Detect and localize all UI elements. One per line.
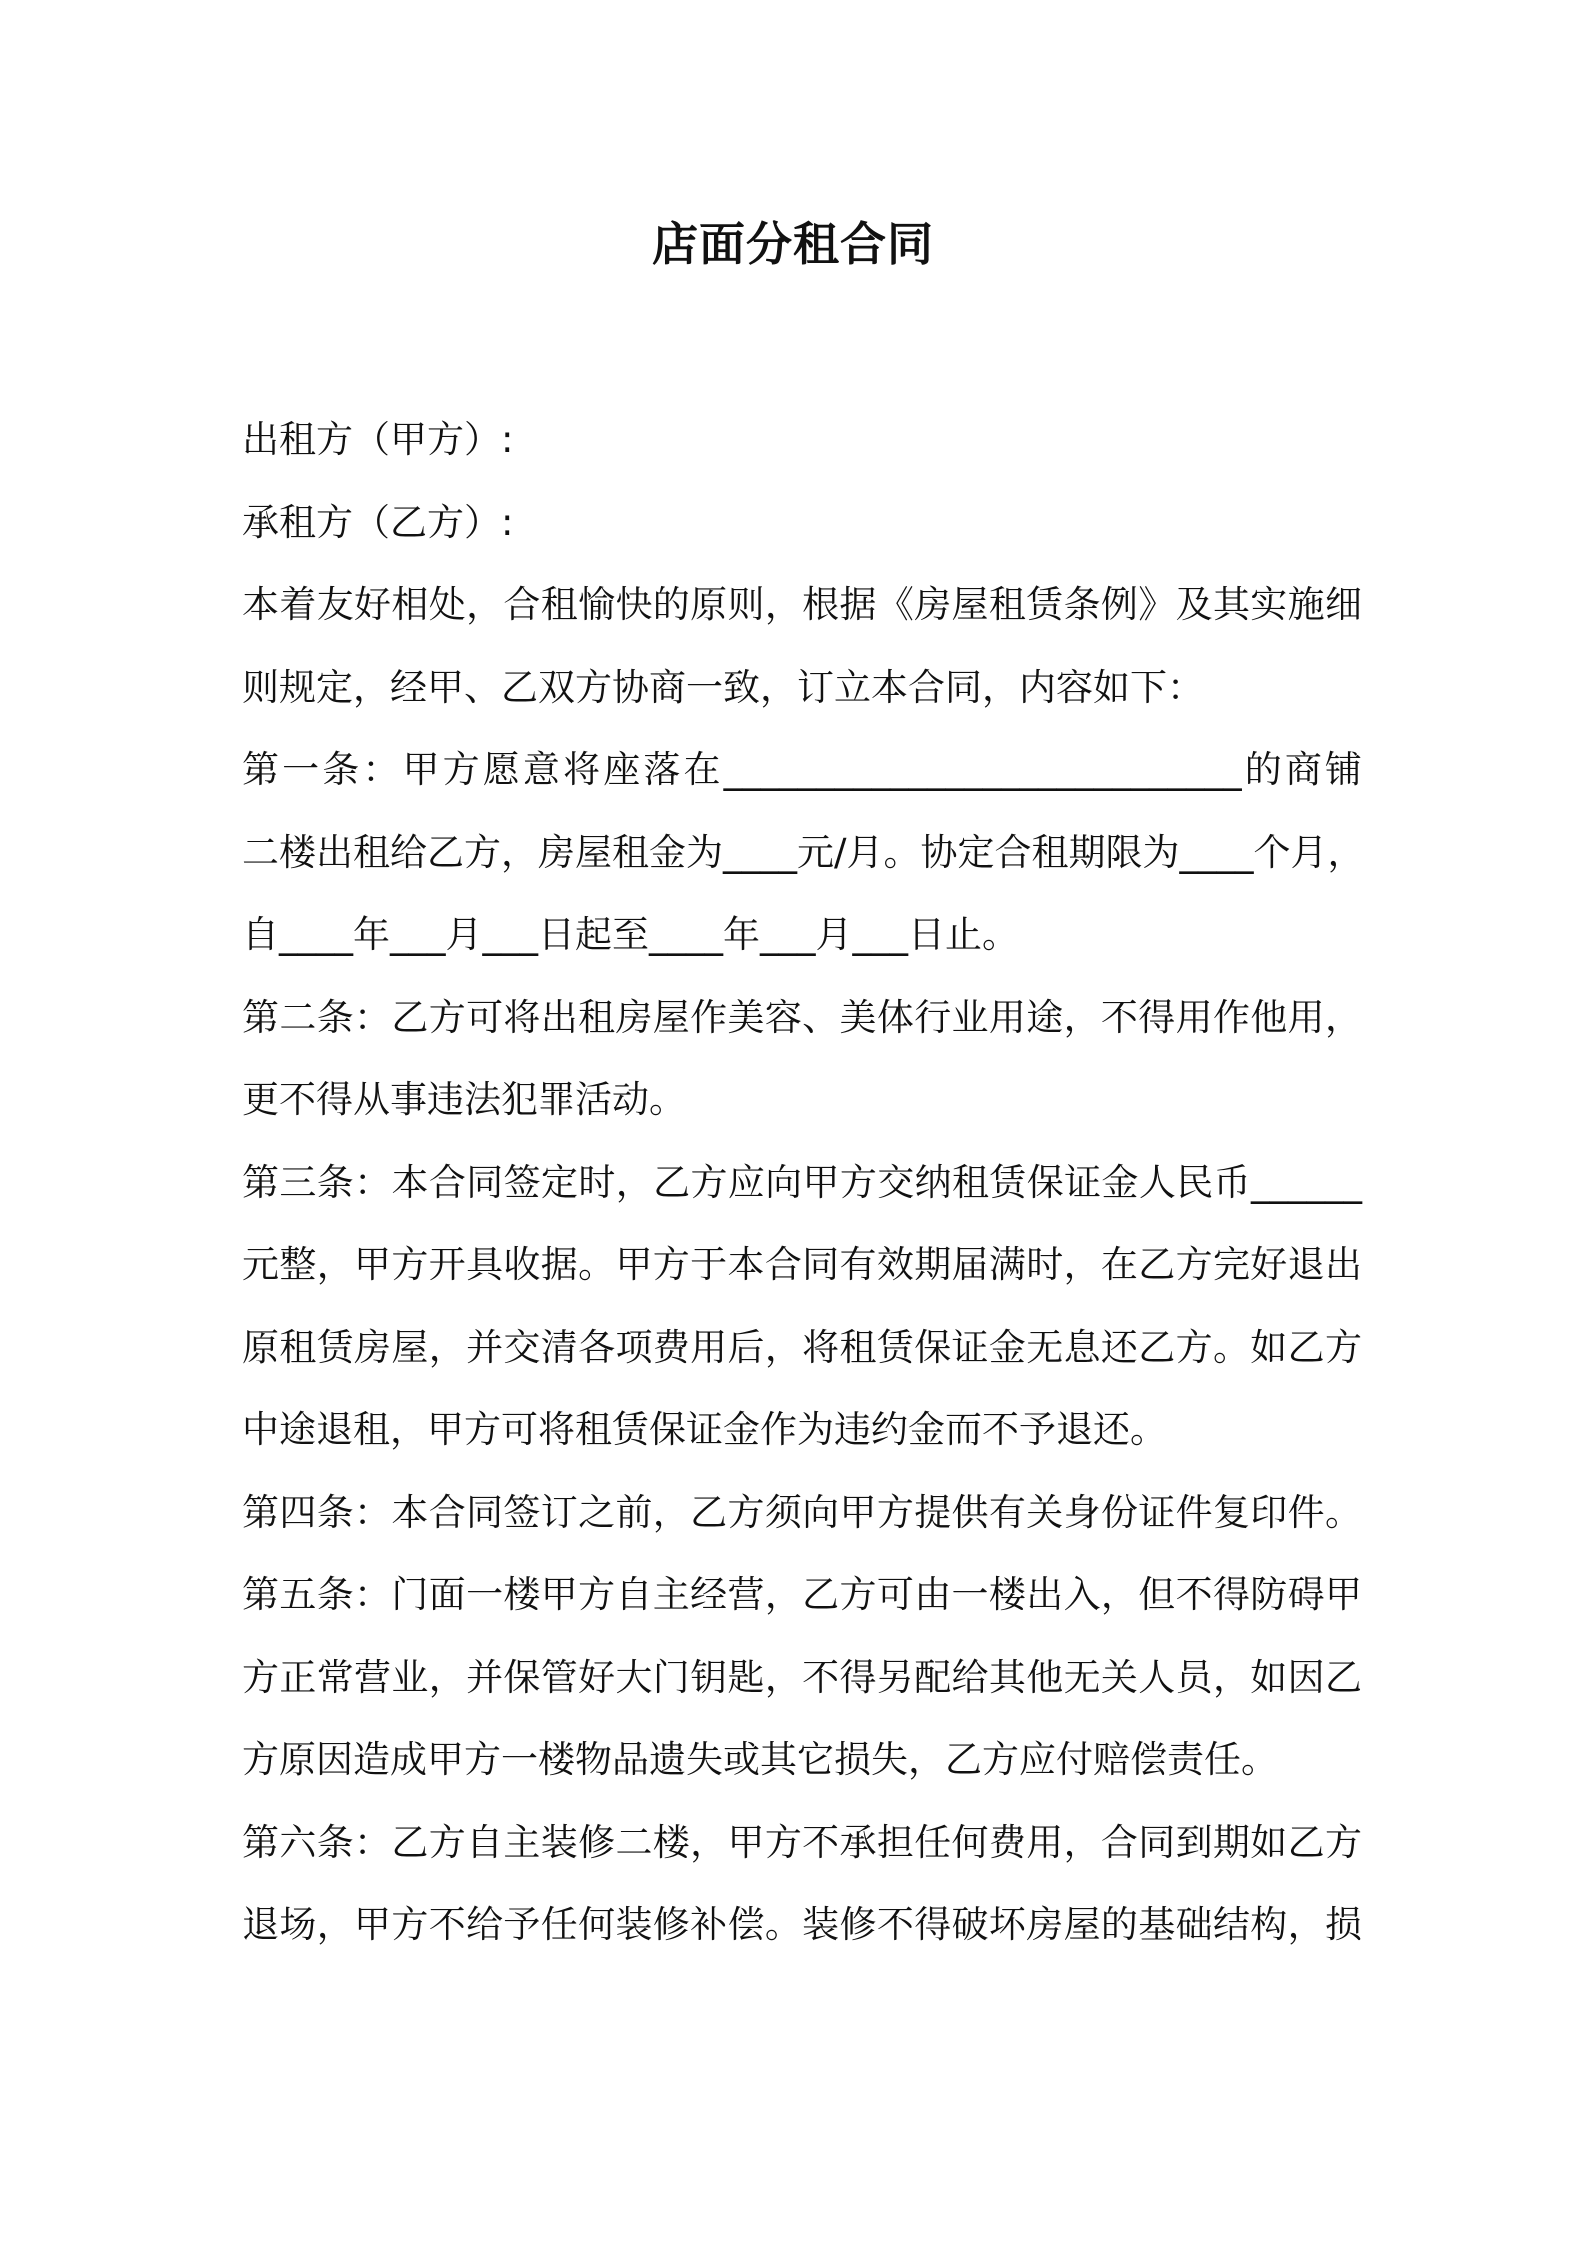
contract-line: 更不得从事违法犯罪活动。 <box>242 1078 686 1121</box>
contract-line: 承租方（乙方）: <box>242 500 514 544</box>
contract-line: 第六条：乙方自主装修二楼，甲方不承担任何费用，合同到期如乙方 <box>242 1820 1362 1864</box>
contract-line: 原租赁房屋，并交清各项费用后，将租赁保证金无息还乙方。如乙方 <box>242 1325 1362 1369</box>
contract-line: 二楼出租给乙方，房屋租金为____元/月。协定合租期限为____个月， <box>242 830 1365 874</box>
contract-line: 第四条：本合同签订之前，乙方须向甲方提供有关身份证件复印件。 <box>242 1490 1362 1534</box>
contract-line: 则规定，经甲、乙双方协商一致，订立本合同，内容如下： <box>242 665 1204 709</box>
document-title: 店面分租合同 <box>652 217 934 271</box>
document-body <box>242 410 1365 1978</box>
contract-line: 方原因造成甲方一楼物品遗失或其它损失，乙方应付赔偿责任。 <box>242 1738 1278 1781</box>
contract-line: 本着友好相处，合租愉快的原则，根据《房屋租赁条例》及其实施细 <box>242 583 1362 626</box>
contract-line: 第一条：甲方愿意将座落在____________________________的商铺 <box>242 748 1362 791</box>
contract-line: 出租方（甲方）: <box>242 418 514 461</box>
contract-line: 第三条：本合同签定时，乙方应向甲方交纳租赁保证金人民币______ <box>242 1160 1362 1204</box>
contract-line: 自____年___月___日起至____年___月___日止。 <box>242 913 1019 956</box>
contract-line: 方正常营业，并保管好大门钥匙，不得另配给其他无关人员，如因乙 <box>242 1655 1362 1699</box>
contract-line: 第五条：门面一楼甲方自主经营，乙方可由一楼出入，但不得防碍甲 <box>242 1573 1362 1616</box>
contract-line: 元整，甲方开具收据。甲方于本合同有效期届满时，在乙方完好退出 <box>242 1243 1362 1286</box>
contract-line: 中途退租，甲方可将租赁保证金作为违约金而不予退还。 <box>242 1408 1167 1451</box>
contract-line: 第二条：乙方可将出租房屋作美容、美体行业用途，不得用作他用， <box>242 995 1362 1039</box>
contract-line: 退场，甲方不给予任何装修补偿。装修不得破坏房屋的基础结构，损 <box>242 1903 1362 1946</box>
